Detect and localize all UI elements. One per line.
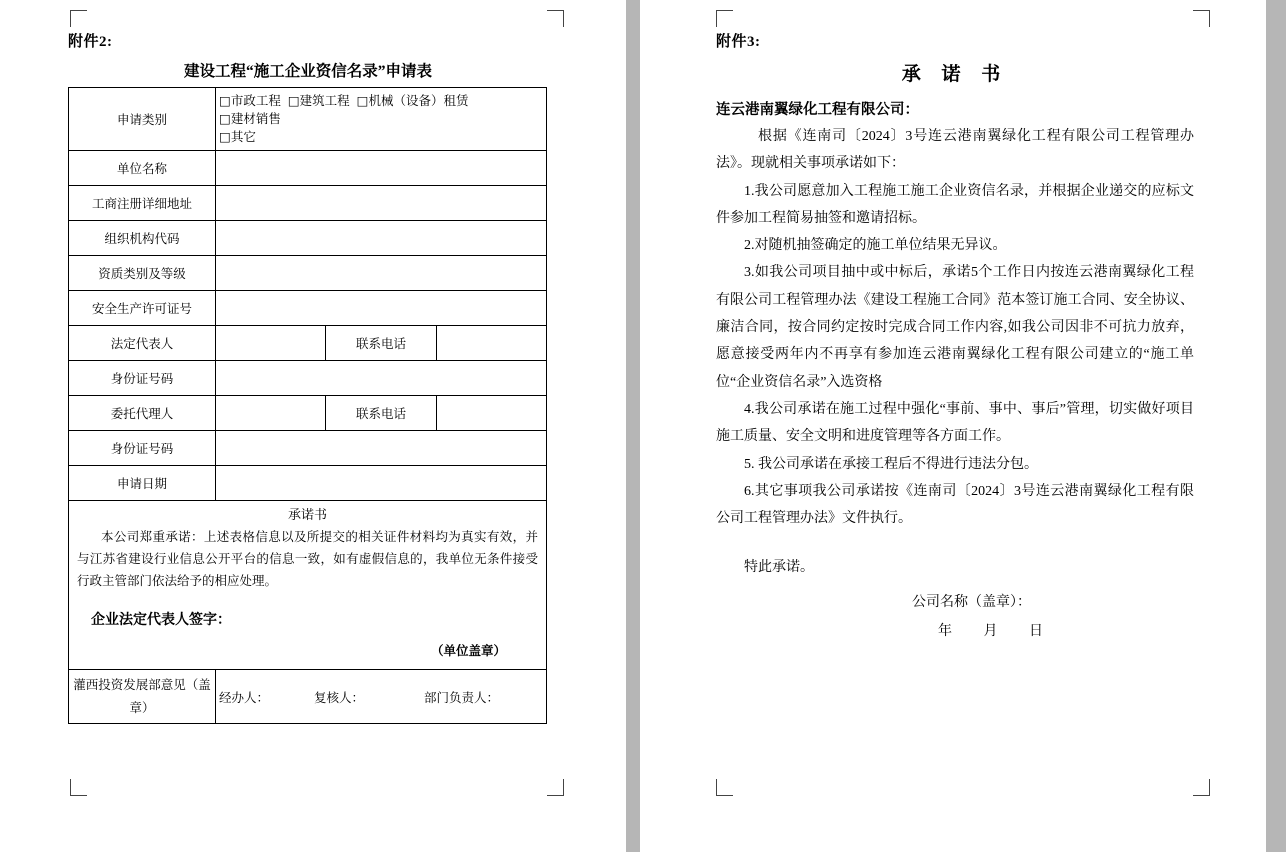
table-row	[69, 291, 547, 326]
officers-row	[216, 670, 547, 724]
addressee-company-name: 连云港南翼绿化工程有限公司：	[716, 102, 919, 118]
field-label-category: 申请类别	[69, 88, 216, 151]
date-label: 年 月 日	[938, 624, 1057, 640]
crop-mark-bottom-left	[716, 779, 733, 796]
field-value-agent[interactable]	[216, 396, 326, 431]
table-row	[69, 151, 547, 186]
checkbox-icon[interactable]: □	[219, 129, 231, 145]
table-row	[69, 466, 547, 501]
table-row	[69, 431, 547, 466]
unit-seal-label: （单位盖章）	[430, 644, 506, 658]
checkbox-icon[interactable]: □	[219, 111, 231, 127]
officer-department-head-label: 部门负责人：	[424, 690, 500, 705]
application-form-title: 建设工程“施工企业资信名录”申请表	[183, 63, 432, 80]
field-value-qualification[interactable]	[216, 256, 547, 291]
commitment-paragraph-4: 4.我公司承诺在施工过程中强化“事前、事中、事后”管理，切实做好项目施工质量、安全文明和进度管理等各方面工作。	[716, 401, 1194, 445]
field-label-safety-license: 安全生产许可证号	[69, 291, 216, 326]
officer-handler-label: 经办人：	[219, 690, 270, 705]
right-page-content	[716, 30, 1194, 647]
table-row	[69, 501, 547, 670]
crop-mark-bottom-left	[70, 779, 87, 796]
field-label-phone-1: 联系电话	[326, 326, 436, 361]
table-row	[69, 326, 547, 361]
attachment-label-3: 附件3:	[716, 34, 761, 50]
checkbox-label: 建筑工程	[299, 94, 350, 108]
checkbox-icon[interactable]: □	[219, 93, 231, 108]
checkbox-label: 其它	[230, 130, 256, 145]
promise-heading: 承诺书	[287, 507, 327, 523]
checkbox-option-building[interactable]	[288, 94, 350, 108]
commitment-paragraph-intro: 根据《连南司〔2024〕3号连云港南翼绿化工程有限公司工程管理办法》。现就相关事项承诺如下：	[716, 129, 1194, 172]
table-row	[69, 88, 547, 151]
field-value-phone-1[interactable]	[436, 326, 546, 361]
table-row	[69, 670, 547, 724]
checkbox-option-equipment-rental[interactable]	[357, 94, 469, 108]
commitment-title: 承 诺 书	[901, 64, 1009, 85]
field-label-org-code: 组织机构代码	[69, 221, 216, 256]
field-label-registered-address: 工商注册详细地址	[69, 186, 216, 221]
checkbox-option-material-sales[interactable]	[219, 112, 281, 126]
field-value-phone-2[interactable]	[436, 396, 546, 431]
spacer	[716, 532, 1194, 554]
commitment-paragraph-6: 6.其它事项我公司承诺按《连南司〔2024〕3号连云港南翼绿化工程有限公司工程管理办法》文件执行。	[716, 483, 1194, 527]
checkbox-icon[interactable]: □	[356, 93, 369, 108]
document-page-left	[0, 0, 626, 852]
field-value-org-code[interactable]	[216, 221, 547, 256]
field-value-category[interactable]	[216, 88, 547, 151]
field-value-id-number-2[interactable]	[216, 431, 547, 466]
checkbox-label: 市政工程	[230, 94, 281, 108]
field-label-agent: 委托代理人	[69, 396, 216, 431]
field-value-legal-representative[interactable]	[216, 326, 326, 361]
table-row	[69, 186, 547, 221]
field-label-application-date: 申请日期	[69, 466, 216, 501]
field-value-unit-name[interactable]	[216, 151, 547, 186]
crop-mark-bottom-right	[1193, 779, 1210, 796]
table-row	[69, 361, 547, 396]
field-value-application-date[interactable]	[216, 466, 547, 501]
crop-mark-top-left	[716, 10, 733, 27]
field-label-unit-name: 单位名称	[69, 151, 216, 186]
application-form-table	[68, 87, 547, 724]
field-value-safety-license[interactable]	[216, 291, 547, 326]
document-page-right	[640, 0, 1266, 852]
checkbox-label: 机械（设备）租赁	[368, 94, 469, 108]
field-label-legal-representative: 法定代表人	[69, 326, 216, 361]
checkbox-icon[interactable]: □	[287, 93, 300, 108]
checkbox-option-other[interactable]	[219, 130, 256, 144]
field-label-id-number-2: 身份证号码	[69, 431, 216, 466]
checkbox-option-municipal[interactable]	[219, 94, 281, 108]
left-page-content	[68, 30, 548, 724]
table-row	[69, 396, 547, 431]
attachment-label-2: 附件2:	[68, 34, 113, 50]
crop-mark-top-right	[1193, 10, 1210, 27]
commitment-closing: 特此承诺。	[744, 560, 814, 576]
commitment-paragraph-1: 1.我公司愿意加入工程施工施工企业资信名录，并根据企业递交的应标文件参加工程简易抽签和邀请招标。	[716, 183, 1194, 226]
commitment-paragraph-5: 5. 我公司承诺在承接工程后不得进行违法分包。	[744, 456, 1038, 472]
table-row	[69, 256, 547, 291]
field-value-id-number-1[interactable]	[216, 361, 547, 396]
crop-mark-top-right	[547, 10, 564, 27]
promise-text: 本公司郑重承诺：上述表格信息以及所提交的相关证件材料均为真实有效，并与江苏省建设行业信息公开平台的信息一致，如有虚假信息的，我单位无条件接受行政主管部门依法给予的相应处理。	[77, 530, 538, 589]
field-label-phone-2: 联系电话	[326, 396, 436, 431]
department-opinion-label: 灌西投资发展部意见（盖章）	[69, 670, 216, 724]
promise-block	[69, 501, 547, 670]
commitment-paragraph-2: 2.对随机抽签确定的施工单位结果无异议。	[744, 238, 1007, 254]
legal-rep-signature-label: 企业法定代表人签字：	[91, 613, 231, 628]
company-seal-label: 公司名称（盖章）：	[912, 594, 1031, 610]
commitment-paragraph-3: 3.如我公司项目抽中或中标后，承诺5个工作日内按连云港南翼绿化工程有限公司工程管理办法《建设工程施工合同》范本签订施工合同、安全协议、廉洁合同，按合同约定按时完成合同工作内容,如我公司因非不可抗力放弃，愿意接受两年内不再享有参加连云港南翼绿化工程有限公司建立的“施工单位“企业资信名录”入选资格	[716, 265, 1194, 390]
field-value-registered-address[interactable]	[216, 186, 547, 221]
checkbox-label: 建材销售	[230, 112, 281, 127]
crop-mark-bottom-right	[547, 779, 564, 796]
field-label-id-number-1: 身份证号码	[69, 361, 216, 396]
table-row	[69, 221, 547, 256]
signature-block	[716, 588, 1194, 647]
field-label-qualification: 资质类别及等级	[69, 256, 216, 291]
crop-mark-top-left	[70, 10, 87, 27]
officer-reviewer-label: 复核人：	[314, 690, 365, 705]
